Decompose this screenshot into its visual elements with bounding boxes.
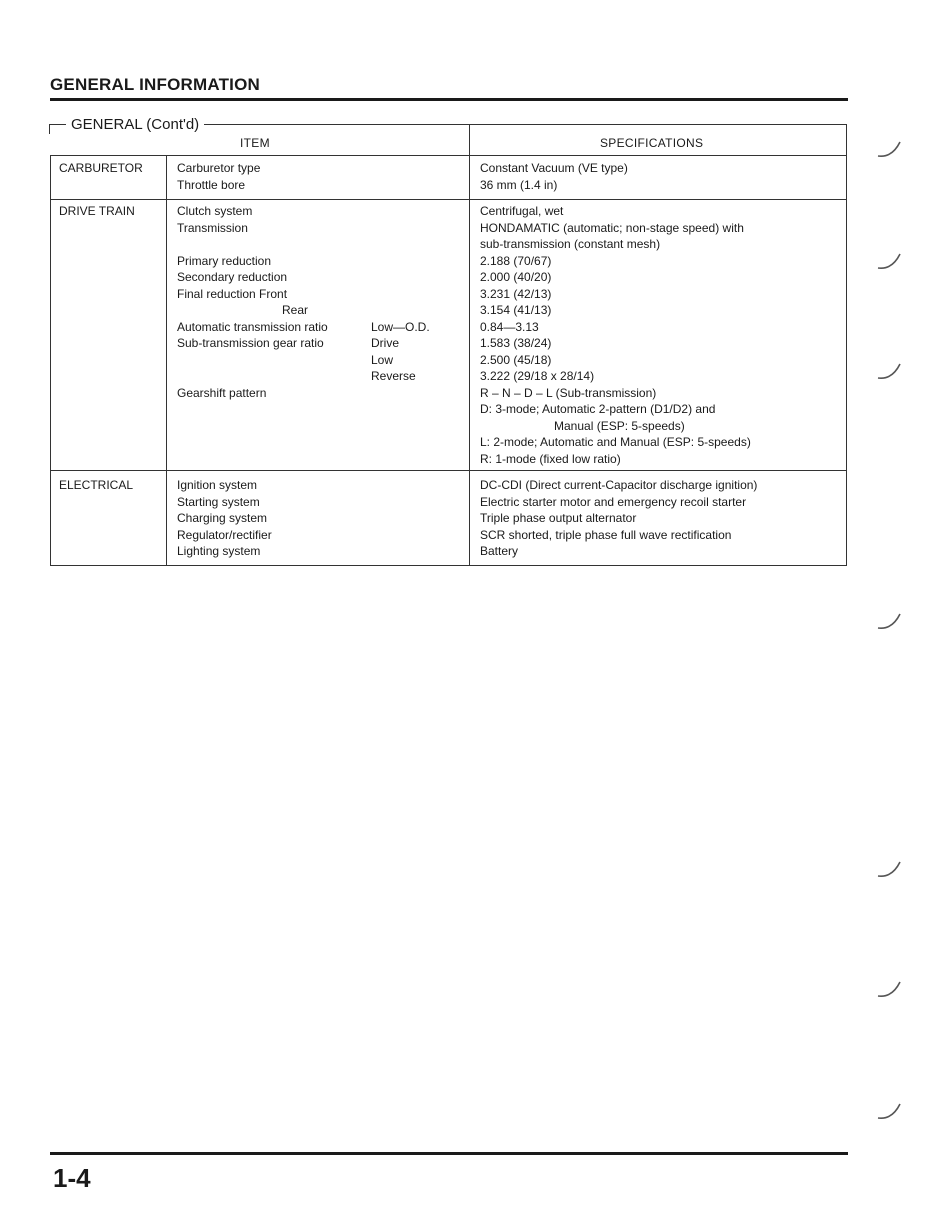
spec-value: DC-CDI (Direct current-Capacitor discharge ignition) [480,478,758,492]
page-section-title: GENERAL INFORMATION [50,75,260,94]
item-label: Charging system [177,511,268,525]
item-label-rear: Rear [282,303,309,317]
spec-value: 3.222 (29/18 x 28/14) [480,369,595,383]
item-label: Automatic transmission ratio [177,319,328,334]
electrical-items [177,477,272,560]
spec-value: SCR shorted, triple phase full wave rectification [480,527,732,542]
item-label: Carburetor type [177,161,261,175]
spec-value: Constant Vacuum (VE type) [480,161,628,175]
spec-value: 3.231 (42/13) [480,286,552,301]
item-label: Regulator/rectifier [177,527,272,542]
footer-rule [50,1152,848,1155]
drive-train-specs [480,203,751,467]
column-header-specifications: SPECIFICATIONS [600,136,704,150]
spec-value: 2.188 (70/67) [480,253,552,268]
header-rule [50,98,848,101]
item-label [177,236,328,253]
spec-value: Electric starter motor and emergency recoil starter [480,494,747,509]
binder-mark-icon [876,1100,904,1122]
item-label: Primary reduction [177,253,272,268]
spec-value: D: 3-mode; Automatic 2-pattern (D1/D2) and [480,402,716,416]
item-label [177,368,328,385]
row-divider-drive-train [50,470,847,471]
column-divider-spec [469,124,470,566]
item-label: Ignition system [177,478,258,492]
category-carburetor: CARBURETOR [59,161,143,175]
category-electrical: ELECTRICAL [59,478,134,492]
column-header-item: ITEM [240,136,270,150]
item-label [177,352,328,369]
sub-item-label: Low—O.D. [371,319,430,334]
page-number: 1-4 [53,1163,91,1193]
row-divider-carburetor [50,199,847,200]
spec-value: Triple phase output alternator [480,511,637,525]
binder-mark-icon [876,138,904,160]
spec-value: 2.000 (40/20) [480,270,552,284]
section-bracket [49,124,50,134]
item-label: Gearshift pattern [177,385,267,400]
column-divider-category [166,155,167,566]
item-label [177,302,328,319]
item-label: Sub-transmission gear ratio [177,336,324,350]
spec-value: 1.583 (38/24) [480,336,552,350]
header-row-divider [50,155,847,156]
spec-value: 2.500 (45/18) [480,352,552,367]
carburetor-items [177,160,260,193]
binder-mark-icon [876,250,904,272]
item-label: Final reduction Front [177,286,288,301]
category-drive-train: DRIVE TRAIN [59,204,135,218]
item-label: Starting system [177,494,260,509]
item-label: Secondary reduction [177,270,288,284]
spec-value: Battery [480,544,519,558]
table-left-border [50,155,51,566]
spec-value: Manual (ESP: 5-speeds) [554,418,685,433]
item-label: Throttle bore [177,177,246,192]
drive-train-subitems [371,319,430,385]
spec-value: sub-transmission (constant mesh) [480,237,661,251]
binder-mark-icon [876,978,904,1000]
item-label: Clutch system [177,204,253,218]
drive-train-items [177,203,328,401]
spec-value: 36 mm (1.4 in) [480,177,558,192]
spec-value: 3.154 (41/13) [480,303,552,317]
sub-item-label: Low [371,352,394,367]
spec-value: HONDAMATIC (automatic; non-stage speed) with [480,220,744,235]
carburetor-specs [480,160,628,193]
table-section-title: GENERAL (Cont'd) [66,116,204,133]
item-label: Lighting system [177,544,261,558]
spec-value: R: 1-mode (fixed low ratio) [480,451,621,466]
binder-mark-icon [876,858,904,880]
spec-value: Centrifugal, wet [480,204,564,218]
item-label: Transmission [177,220,248,235]
electrical-specs [480,477,757,560]
spec-value: L: 2-mode; Automatic and Manual (ESP: 5-speeds) [480,435,751,449]
spec-value: 0.84—3.13 [480,319,539,334]
binder-mark-icon [876,360,904,382]
sub-item-label: Drive [371,336,400,350]
binder-mark-icon [876,610,904,632]
sub-item-label: Reverse [371,369,416,383]
spec-value: R – N – D – L (Sub-transmission) [480,385,657,400]
